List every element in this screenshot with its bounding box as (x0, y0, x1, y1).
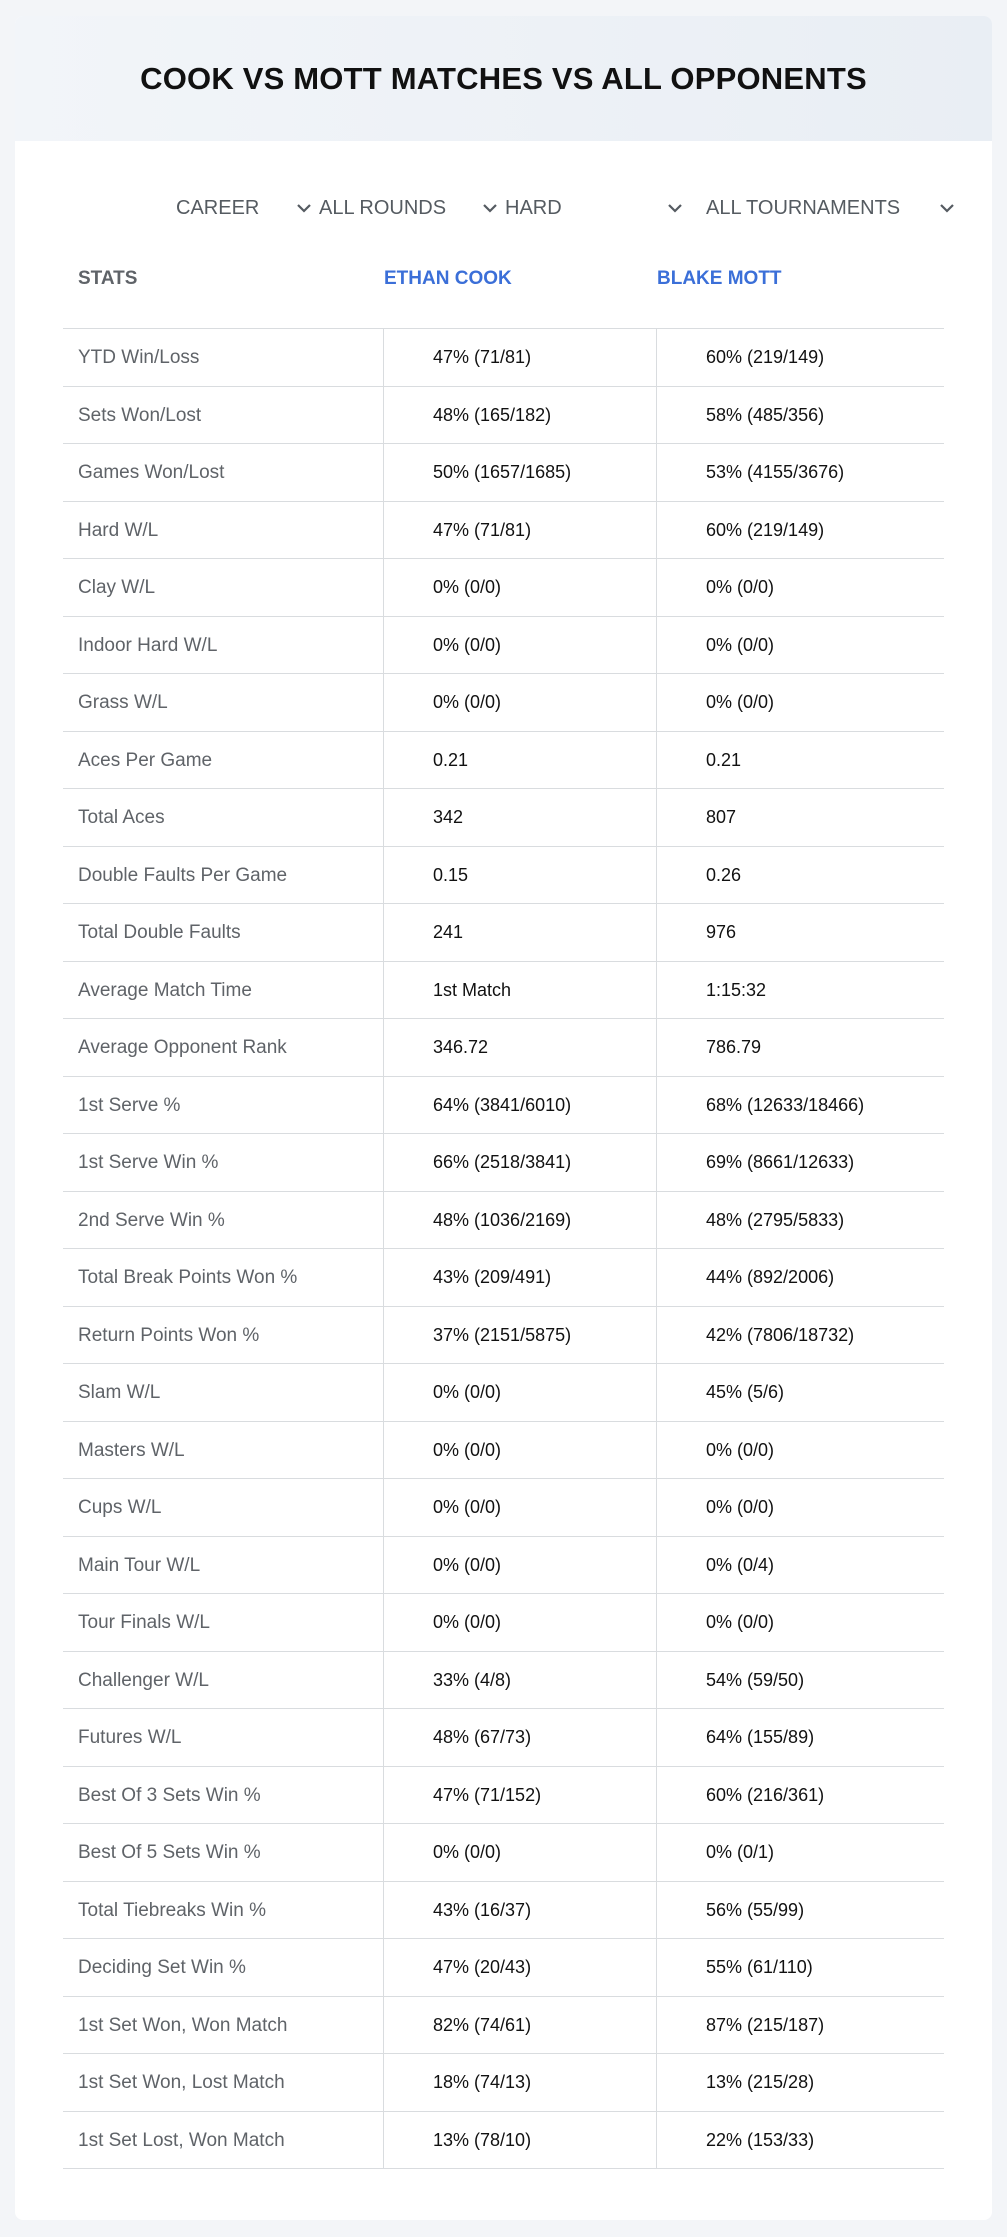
player2-value: 0% (0/0) (706, 1497, 775, 1517)
stat-label: 1st Set Won, Lost Match (78, 2072, 285, 2093)
player2-value: 0% (0/0) (706, 634, 775, 655)
stat-label: Deciding Set Win % (78, 1957, 246, 1978)
header (15, 16, 992, 141)
stat-label: Hard W/L (78, 519, 159, 541)
table-row (63, 1939, 944, 1997)
table-row (63, 387, 944, 445)
table-row (63, 962, 944, 1020)
chevron-down-icon (666, 202, 684, 214)
stat-label: Aces Per Game (78, 749, 213, 771)
player1-value: 64% (3841/6010) (433, 1094, 572, 1115)
player2-value: 13% (215/28) (706, 2072, 815, 2092)
table-row (63, 1882, 944, 1940)
stat-label: Return Points Won % (78, 1324, 260, 1346)
player1-value: 48% (1036/2169) (433, 1209, 572, 1230)
table-row (63, 444, 944, 502)
column-header-stats: STATS (78, 268, 138, 289)
stat-label: 1st Set Lost, Won Match (78, 2129, 285, 2151)
stat-label: Average Match Time (78, 979, 252, 1001)
table-row (63, 1364, 944, 1422)
player2-value: 69% (8661/12633) (706, 1152, 855, 1172)
player1-value: 50% (1657/1685) (433, 462, 572, 482)
stat-label: Double Faults Per Game (78, 864, 288, 886)
filter-tournaments-value: ALL TOURNAMENTS (706, 196, 901, 219)
player2-value: 53% (4155/3676) (706, 462, 845, 482)
player1-value: 0% (0/0) (433, 1439, 502, 1460)
stat-label: Clay W/L (78, 577, 156, 598)
column-header-player1[interactable]: ETHAN COOK (384, 268, 512, 289)
stat-label: Total Break Points Won % (78, 1267, 298, 1288)
player1-value: 0% (0/0) (433, 1842, 502, 1862)
table-row (63, 1019, 944, 1077)
stat-label: Average Opponent Rank (78, 1037, 287, 1058)
filter-period-value: CAREER (176, 196, 260, 219)
table-row (63, 2112, 944, 2170)
stat-label: Sets Won/Lost (78, 404, 202, 426)
player1-value: 47% (71/152) (433, 1784, 542, 1805)
player2-value: 1:15:32 (706, 979, 767, 1000)
column-header-player2[interactable]: BLAKE MOTT (657, 268, 782, 289)
filter-surface-value: HARD (505, 196, 562, 219)
stats-card (15, 16, 992, 2220)
table-row (63, 329, 944, 387)
player1-value: 66% (2518/3841) (433, 1152, 572, 1172)
column-divider (656, 328, 657, 2168)
stat-label: Cups W/L (78, 1497, 162, 1518)
player1-value: 0.21 (433, 749, 469, 770)
player1-value: 241 (433, 922, 464, 942)
player1-value: 18% (74/13) (433, 2072, 532, 2092)
table-row (63, 1479, 944, 1537)
filter-tournaments[interactable] (706, 188, 956, 228)
table-row (63, 1652, 944, 1710)
player2-value: 807 (706, 807, 737, 827)
table-row (63, 789, 944, 847)
player2-value: 56% (55/99) (706, 1899, 805, 1920)
table-row (63, 1077, 944, 1135)
filter-rounds[interactable] (319, 188, 499, 228)
table-row (63, 847, 944, 905)
player1-value: 0% (0/0) (433, 577, 502, 597)
stat-label: Masters W/L (78, 1439, 185, 1461)
table-row (63, 1767, 944, 1825)
player1-value: 346.72 (433, 1037, 489, 1057)
player2-value: 0% (0/0) (706, 692, 775, 712)
player2-value: 976 (706, 922, 737, 942)
table-header (63, 256, 944, 329)
table-row (63, 1249, 944, 1307)
player2-value: 60% (216/361) (706, 1784, 825, 1805)
table-row (63, 1134, 944, 1192)
player1-value: 0% (0/0) (433, 1612, 502, 1632)
player2-value: 0% (0/0) (706, 577, 775, 597)
stat-label: Total Tiebreaks Win % (78, 1899, 266, 1921)
player2-value: 0% (0/0) (706, 1612, 775, 1632)
player1-value: 48% (67/73) (433, 1727, 532, 1747)
table-row (63, 502, 944, 560)
table-row (63, 904, 944, 962)
player2-value: 0% (0/0) (706, 1439, 775, 1460)
player1-value: 43% (16/37) (433, 1899, 532, 1920)
stat-label: 2nd Serve Win % (78, 1209, 225, 1231)
player2-value: 42% (7806/18732) (706, 1324, 855, 1345)
player2-value: 0% (0/1) (706, 1842, 775, 1862)
player1-value: 47% (71/81) (433, 519, 532, 540)
player1-value: 47% (20/43) (433, 1957, 532, 1977)
player2-value: 87% (215/187) (706, 2014, 825, 2035)
chevron-down-icon (295, 202, 313, 214)
player2-value: 54% (59/50) (706, 1669, 805, 1690)
table-row (63, 732, 944, 790)
stat-label: Games Won/Lost (78, 462, 225, 483)
stat-label: 1st Serve % (78, 1094, 181, 1116)
table-row (63, 1192, 944, 1250)
player1-value: 82% (74/61) (433, 2014, 532, 2035)
table-row (63, 1594, 944, 1652)
player1-value: 0.15 (433, 864, 469, 885)
player2-value: 44% (892/2006) (706, 1267, 835, 1287)
table-row (63, 559, 944, 617)
stat-label: Best Of 5 Sets Win % (78, 1842, 261, 1863)
player2-value: 786.79 (706, 1037, 762, 1057)
table-row (63, 1997, 944, 2055)
stat-label: Challenger W/L (78, 1669, 209, 1691)
player1-value: 0% (0/0) (433, 1497, 502, 1517)
stat-label: Best Of 3 Sets Win % (78, 1784, 261, 1806)
stat-label: Futures W/L (78, 1727, 182, 1748)
stat-label: YTD Win/Loss (78, 347, 200, 368)
stat-label: Total Aces (78, 807, 165, 828)
stat-label: Total Double Faults (78, 922, 241, 943)
table-row (63, 1422, 944, 1480)
player1-value: 33% (4/8) (433, 1669, 512, 1690)
player2-value: 0% (0/4) (706, 1554, 775, 1575)
player2-value: 64% (155/89) (706, 1727, 815, 1747)
player1-value: 342 (433, 807, 464, 827)
player1-value: 37% (2151/5875) (433, 1324, 572, 1345)
column-divider (383, 328, 384, 2168)
table-row (63, 1709, 944, 1767)
filters-bar (15, 188, 992, 228)
table-row (63, 617, 944, 675)
stat-label: Main Tour W/L (78, 1554, 201, 1576)
stat-label: 1st Set Won, Won Match (78, 2014, 288, 2036)
player1-value: 0% (0/0) (433, 1554, 502, 1575)
table-row (63, 1307, 944, 1365)
chevron-down-icon (481, 202, 499, 214)
table-row (63, 1824, 944, 1882)
table-row (63, 674, 944, 732)
table-row (63, 1537, 944, 1595)
player1-value: 0% (0/0) (433, 1382, 502, 1402)
player2-value: 68% (12633/18466) (706, 1094, 865, 1115)
filter-surface[interactable] (505, 188, 684, 228)
player2-value: 60% (219/149) (706, 519, 825, 540)
stat-label: 1st Serve Win % (78, 1152, 219, 1173)
player2-value: 55% (61/110) (706, 1957, 813, 1977)
player2-value: 45% (5/6) (706, 1382, 785, 1402)
player2-value: 22% (153/33) (706, 2129, 815, 2150)
chevron-down-icon (938, 202, 956, 214)
player1-value: 48% (165/182) (433, 404, 552, 425)
player2-value: 58% (485/356) (706, 404, 825, 425)
stat-label: Indoor Hard W/L (78, 634, 218, 656)
player1-value: 47% (71/81) (433, 347, 532, 367)
player2-value: 0.21 (706, 749, 742, 770)
player2-value: 60% (219/149) (706, 347, 825, 367)
player2-value: 0.26 (706, 864, 742, 885)
player1-value: 0% (0/0) (433, 634, 502, 655)
player1-value: 43% (209/491) (433, 1267, 552, 1287)
page-title: COOK VS MOTT MATCHES VS ALL OPPONENTS (140, 60, 867, 96)
filter-rounds-value: ALL ROUNDS (319, 196, 447, 219)
player2-value: 48% (2795/5833) (706, 1209, 845, 1230)
filter-period[interactable] (176, 188, 313, 228)
stat-label: Slam W/L (78, 1382, 161, 1403)
table-row (63, 2054, 944, 2112)
player1-value: 13% (78/10) (433, 2129, 532, 2150)
stat-label: Tour Finals W/L (78, 1612, 210, 1633)
stat-label: Grass W/L (78, 692, 168, 713)
player1-value: 1st Match (433, 979, 512, 1000)
stats-table (63, 256, 944, 2169)
player1-value: 0% (0/0) (433, 692, 502, 712)
table-body (63, 329, 944, 2169)
